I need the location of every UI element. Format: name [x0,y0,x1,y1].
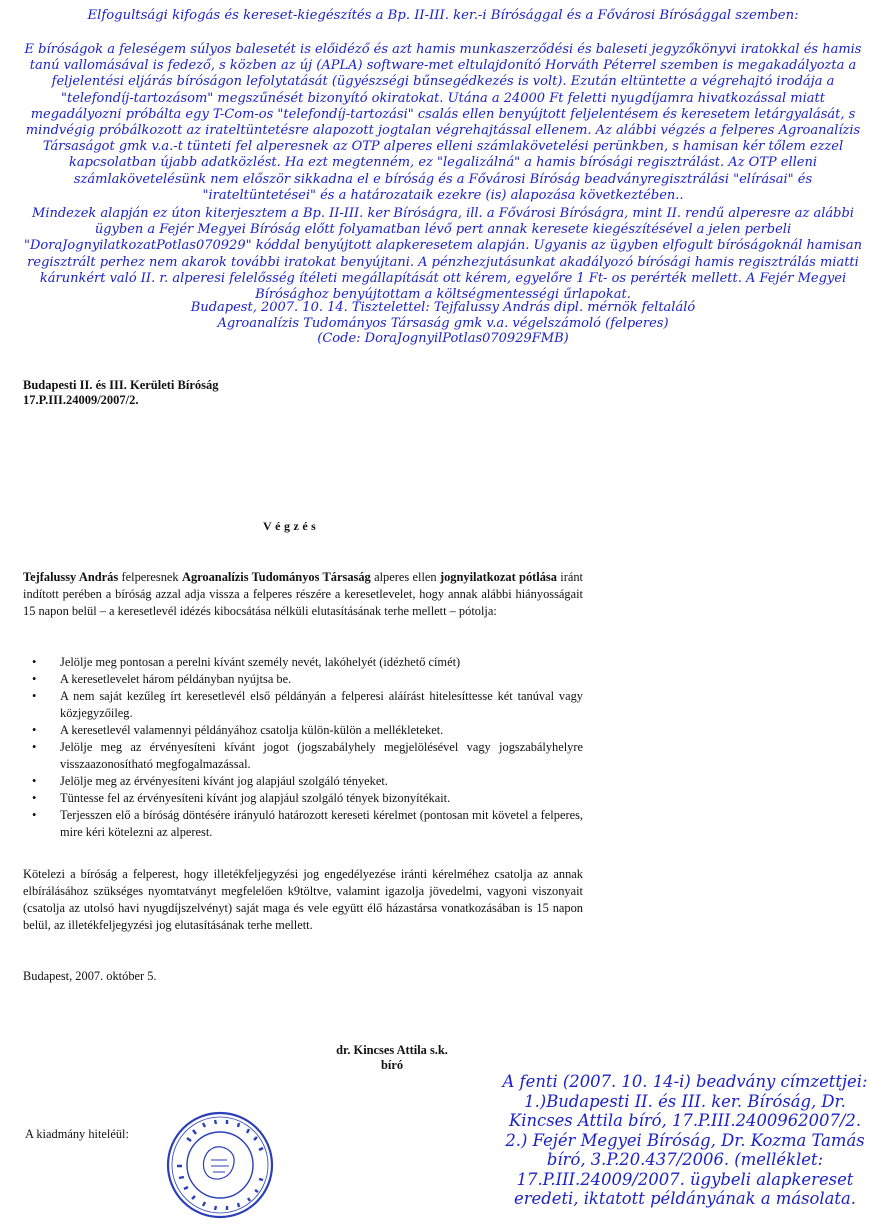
list-item [23,722,583,739]
judge-title: bíró [380,1058,404,1072]
recipients-note [497,1072,873,1209]
list-item [23,807,583,841]
note-line: bíró, 3.P.20.437/2006. (melléklet: [546,1150,824,1169]
signature-line: Agroanalízis Tudományos Társaság gmk v.a. végelszámoló (felperes) [217,315,669,331]
note-line: 17.P.III.24009/2007. ügybeli alapkereset [516,1169,854,1189]
list-item [23,671,583,688]
bullet-icon: • [32,808,37,822]
certified-label: A kiadmány hiteléül: [25,1127,129,1141]
order-date: Budapest, 2007. október 5. [23,969,157,983]
requirement-text: A keresetlevelet három példányban nyújtsa be. [60,672,292,686]
case-subject: jognyilatkozat pótlása [439,570,557,584]
bullet-icon: • [32,791,37,805]
obligation-paragraph: Kötelezi a bíróság a felperest, hogy illetékfeljegyzési jog engedélyezése iránti kérelméhez csatolja az annak elbírálásához szükséges nyomtatványt megfelelően k9töltve, valamint igazolja jövedelmi, vagyoni viszonyait (csatolja az utolsó havi nyugdíjszelvényt) saját maga és vele együtt élő házastársa vonatkozásában is 15 napon belül, az illetékfeljegyzési jog elutasításának terhe mellett. [23,867,583,932]
court-heading [23,378,219,408]
court-stamp-icon [163,1108,278,1223]
bullet-icon: • [32,740,37,754]
requirement-text: Jelölje meg pontosan a perelni kívánt személy nevét, lakóhelyét (idézhető címét) [60,655,461,669]
list-item [23,773,583,790]
note-line: eredeti, iktatott példányának a másolata. [514,1189,856,1208]
requirement-text: A nem saját kezűleg írt keresetlevél első példányán a felperesi aláírást hitelesíttesse két tanúval vagy közjegyzőileg. [60,689,583,720]
signature-line: (Code: DoraJognyilPotlas070929FMB) [317,331,569,346]
list-item [23,688,583,722]
bullet-icon: • [32,723,37,737]
note-line: Kincses Attila bíró, 17.P.III.2400962007/2. [508,1111,862,1130]
list-item [23,654,583,671]
requirements-list [23,654,583,841]
bullet-icon: • [32,672,37,686]
bullet-icon: • [32,774,37,788]
list-item [23,790,583,807]
header-title: Elfogultsági kifogás és kereset-kiegészítés a Bp. II-III. ker.-i Bírósággal és a Fővárosi Bírósággal szemben: [87,8,799,23]
note-line: 2.) Fejér Megyei Bíróság, Dr. Kozma Tamás [505,1130,865,1150]
court-name: Budapesti II. és III. Kerületi Bíróság [23,378,219,392]
requirement-text: A keresetlevél valamennyi példányához csatolja külön-külön a mellékleteket. [60,723,444,737]
judge-signature [322,1043,462,1073]
intro-text: iránt indított perében a bíróság azzal adja vissza a felperes részére a keresetlevelet, hogy annak alábbi hiányosságait 15 napon belül – a keresetlevél idézés kibocsátása nélküli elutasításának terhe mellett – pótolja: [23,570,584,618]
case-number: 17.P.III.24009/2007/2. [23,393,139,407]
order-intro [23,569,583,620]
requirement-text: Tüntesse fel az érvényesíteni kívánt jog alapjául szolgáló tények bizonyítékait. [60,791,451,805]
signature-line: Budapest, 2007. 10. 14. Tisztelettel: Tejfalussy András dipl. mérnök feltaláló [190,300,696,315]
intro-text: felperesnek [118,570,182,584]
defendant-name: Agroanalízis Tudományos Társaság [182,570,371,584]
note-line: A fenti (2007. 10. 14-i) beadvány címzettjei: [502,1072,868,1091]
requirement-text: Jelölje meg az érvényesíteni kívánt jog alapjául szolgáló tényeket. [60,774,388,788]
header-paragraph-1: E bíróságok a feleségem súlyos balesetét is előidéző és azt hamis munkaszerződési és baleseti jegyzőkönyvi iratokkal és hamis tanú vallomásával is fedező, s közben az új (APLA) software-met eltulajdonító Horváth Péterrel szemben is megakadályozta a feljelentési eljárás bíróságon lefolytatását (ügyészségi bűnsegédkezés is volt). Ezután eltüntette a végrehajtó irodája a "telefondíj-tartozásom" megszűnését bizonyító okiratokat. Utána a 24000 Ft feletti nyugdíjamra hivatkozással miatt megadályozni próbálta egy T-Com-os "telefondíj-tartozási" csalás ellen benyújtott feljelentésem és keresetem letárgyalását, s mindvégig próbálkozott az irateltüntetésre alapozott jogtalan végrehajtással ellenem. Az alábbi végzés a felperes Agroanalízis Társaságot gmk v.a.-t tünteti fel alperesnek az OTP alperes elleni számlakövetelési perünkben, s hamisan kér tőlem ezzel kapcsolatban újabb adatközlést. Ha ezt megtenném, ez "legalizálná" a hamis bírósági regisztrálást. Az OTP elleni számlakövetelésünk nem először sikkadna el e bíróság és a Fővárosi Bíróság beadványregisztrálási "elírásai" és "irateltüntetései" és a határozataik ezekre (is) alapozása következtében.. [24,42,862,203]
requirement-text: Jelölje meg az érvényesíteni kívánt jogot (jogszabályhely megjelölésével vagy jogszabályhelyre visszaazonosítható megfogalmazással. [60,740,583,771]
plaintiff-name: Tejfalussy András [23,570,119,584]
note-line: 1.)Budapesti II. és III. ker. Bíróság, Dr. [524,1091,846,1111]
header-signature [20,300,866,347]
order-title: Végzés [263,519,320,533]
bullet-icon: • [32,655,37,669]
header-paragraph-2: Mindezek alapján ez úton kiterjesztem a Bp. II-III. ker Bíróságra, ill. a Fővárosi Bíróságra, mint II. rendű alperesre az alábbi ügyben a Fejér Megyei Bíróság előtt folyamatban lévő pert annak keresete kiegészítésével a jelen perbeli "DoraJognyilatkozatPotlas070929" kóddal benyújtott alapkeresetem alapján. Ugyanis az ügyben elfogult bíróságoknál hamisan regisztrált perhez nem akarok további iratokat benyújtani. A pénzhezjutásunkat akadályozó bírósági hamis regisztrálás miatti kárunkért való II. r. alperesi felelősség ítéleti megállapítását ott kérem, egyelőre 1 Ft- os perérték mellett. A Fejér Megyei Bírósághoz benyújtottam a költségmentességi űrlapokat. [24,206,862,303]
bullet-icon: • [32,689,37,703]
list-item [23,739,583,773]
judge-name: dr. Kincses Attila s.k. [336,1043,448,1057]
intro-text: alperes ellen [370,570,440,584]
requirement-text: Terjesszen elő a bíróság döntésére irányuló határozott kereseti kérelmet (pontosan mit követel a felperes, mire kéri kötelezni az alperest. [60,808,583,839]
